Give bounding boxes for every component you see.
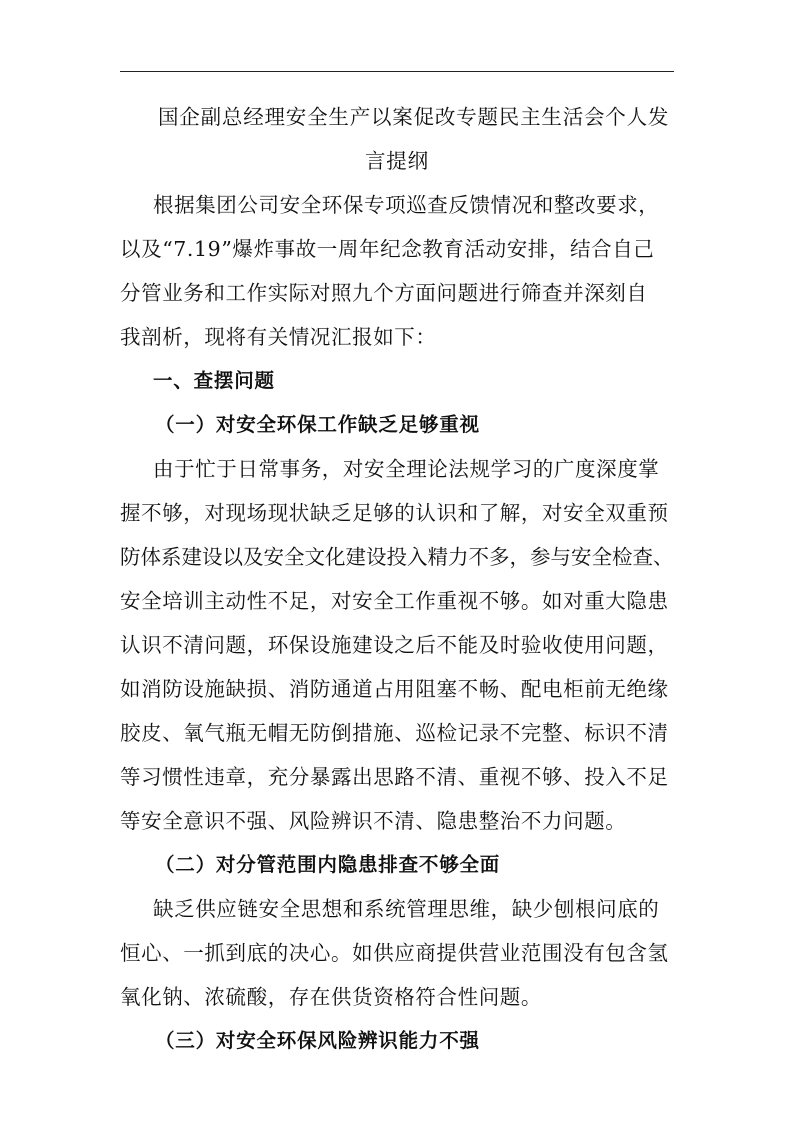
body-line: 如消防设施缺损、消防通道占用阻塞不畅、配电柜前无绝缘 [120, 677, 669, 701]
body-line: 认识不清问题，环保设施建设之后不能及时验收使用问题， [120, 633, 669, 657]
document-title-line-1: 国企副总经理安全生产以案促改专题民主生活会个人发 [158, 105, 670, 129]
intro-line: 分管业务和工作实际对照九个方面问题进行筛查并深刻自 [120, 281, 648, 305]
body-line: 胶皮、氧气瓶无帽无防倒措施、巡检记录不完整、标识不清 [120, 721, 669, 745]
body-line: 缺乏供应链安全思想和系统管理思维，缺少刨根问底的 [153, 897, 660, 921]
body-line: 防体系建设以及安全文化建设投入精力不多，参与安全检查、 [120, 545, 674, 569]
section-heading: 一、查摆问题 [153, 369, 275, 392]
body-line: 安全培训主动性不足，对安全工作重视不够。如对重大隐患 [120, 589, 669, 613]
body-line: 等安全意识不强、风险辨识不清、隐患整治不力问题。 [120, 809, 627, 833]
body-line: 氧化钠、浓硫酸，存在供货资格符合性问题。 [120, 985, 542, 1009]
subsection-heading: （三）对安全环保风险辨识能力不强 [155, 1029, 480, 1052]
intro-line: 根据集团公司安全环保专项巡查反馈情况和整改要求， [153, 193, 660, 217]
intro-line: 我剖析，现将有关情况汇报如下： [120, 325, 437, 349]
intro-line: 以及“7.19”爆炸事故一周年纪念教育活动安排，结合自己 [120, 237, 655, 261]
document-title-line-2: 言提纲 [365, 149, 429, 173]
subsection-heading: （二）对分管范围内隐患排查不够全面 [155, 853, 501, 876]
body-line: 由于忙于日常事务，对安全理论法规学习的广度深度掌 [153, 457, 660, 481]
header-rule [120, 71, 674, 72]
subsection-heading: （一）对安全环保工作缺乏足够重视 [155, 413, 480, 436]
body-line: 恒心、一抓到底的决心。如供应商提供营业范围没有包含氢 [120, 941, 669, 965]
body-line: 握不够，对现场现状缺乏足够的认识和了解，对安全双重预 [120, 501, 669, 525]
body-line: 等习惯性违章，充分暴露出思路不清、重视不够、投入不足 [120, 765, 669, 789]
